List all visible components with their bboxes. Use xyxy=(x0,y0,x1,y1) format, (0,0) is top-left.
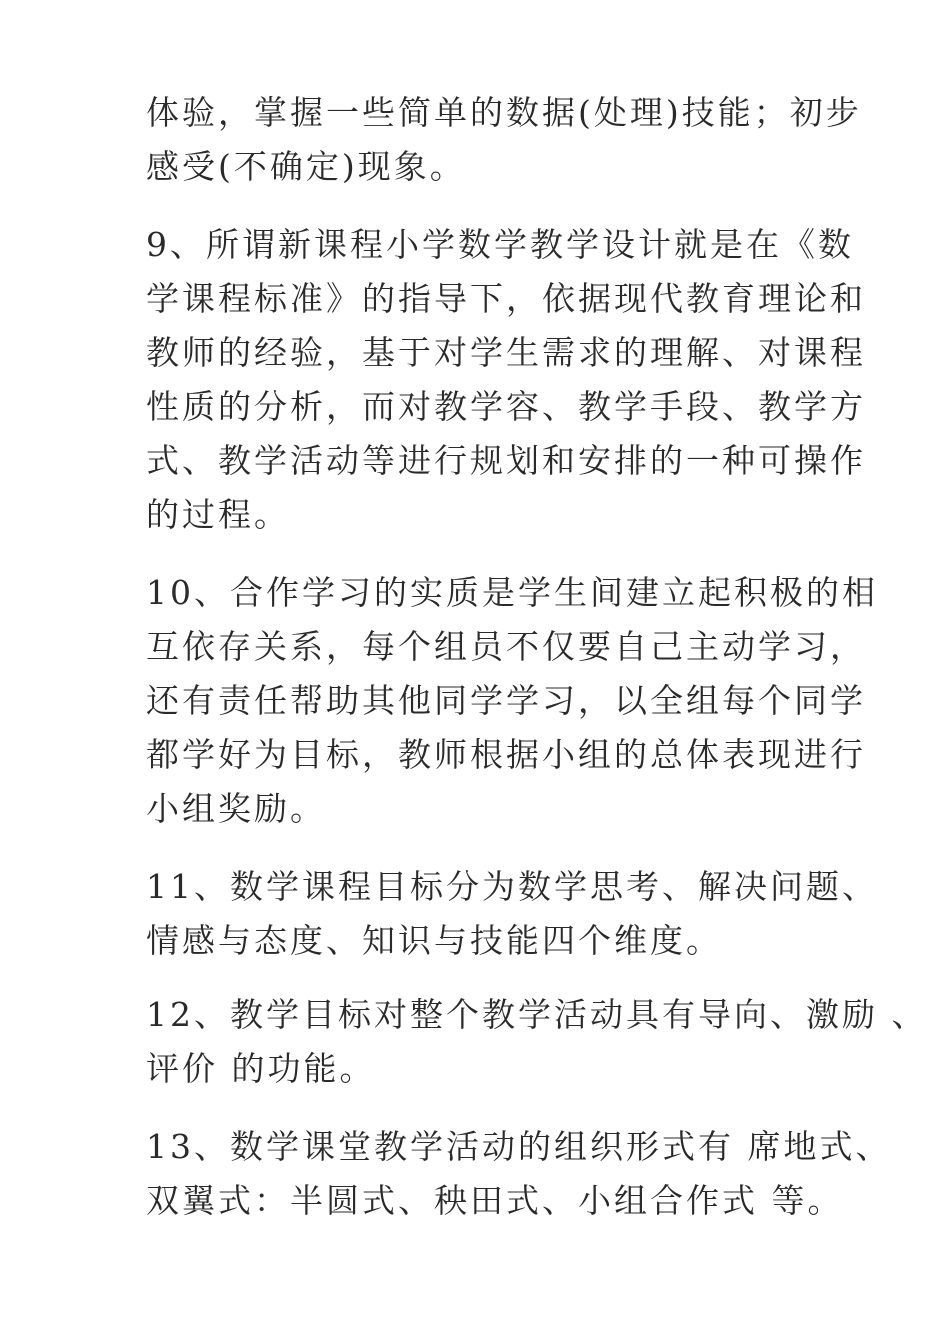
paragraph-12 xyxy=(146,988,928,1096)
text-line: 情感与态度、知识与技能四个维度。 xyxy=(146,921,722,960)
text-line: 学课程标准》的指导下，依据现代教育理论和 xyxy=(146,279,866,318)
paragraph-10 xyxy=(146,566,878,836)
paragraph-11 xyxy=(146,860,878,968)
text-line: 性质的分析，而对教学容、教学手段、教学方 xyxy=(146,387,866,426)
paragraph-8-continuation xyxy=(146,86,862,194)
text-line: 13、数学课堂教学活动的组织形式有 席地式、 xyxy=(146,1127,892,1166)
text-line: 小组奖励。 xyxy=(146,789,326,828)
text-line: 双翼式：半圆式、秧田式、小组合作式 等。 xyxy=(146,1181,844,1220)
text-line: 教师的经验，基于对学生需求的理解、对课程 xyxy=(146,333,866,372)
text-line: 式、教学活动等进行规划和安排的一种可操作 xyxy=(146,441,866,480)
document-body xyxy=(146,86,928,1228)
text-line: 互依存关系，每个组员不仅要自己主动学习， xyxy=(146,627,866,666)
text-line: 体验，掌握一些简单的数据(处理)技能；初步 xyxy=(146,93,862,132)
text-line: 还有责任帮助其他同学学习，以全组每个同学 xyxy=(146,681,866,720)
paragraph-13 xyxy=(146,1120,892,1228)
text-line: 10、合作学习的实质是学生间建立起积极的相 xyxy=(146,573,878,612)
text-line: 都学好为目标，教师根据小组的总体表现进行 xyxy=(146,735,866,774)
text-line: 评价 的功能。 xyxy=(146,1049,376,1088)
text-line: 9、所谓新课程小学数学教学设计就是在《数 xyxy=(146,225,854,264)
text-line: 12、教学目标对整个教学活动具有导向、激励 、 xyxy=(146,995,928,1034)
text-line: 11、数学课程目标分为数学思考、解决问题、 xyxy=(146,867,878,906)
text-line: 感受(不确定)现象。 xyxy=(146,147,466,186)
text-line: 的过程。 xyxy=(146,495,290,534)
paragraph-9 xyxy=(146,218,866,542)
